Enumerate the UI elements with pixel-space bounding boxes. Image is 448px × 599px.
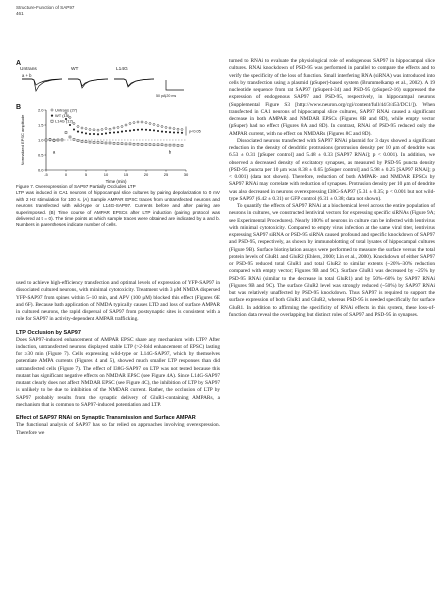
data-point-l14g — [89, 141, 91, 143]
data-point-wt — [121, 131, 123, 133]
data-point-untrans — [117, 126, 119, 128]
x-tick-label: 0 — [64, 172, 68, 177]
data-point-untrans — [125, 124, 127, 126]
data-point-wt — [161, 131, 163, 133]
data-point-l14g — [93, 141, 95, 143]
x-tick-label: 25 — [163, 172, 169, 177]
data-point-l14g — [97, 141, 99, 143]
left-column — [16, 280, 220, 437]
data-point-l14g — [133, 143, 135, 145]
scale-bar-label: 50 pA|20 ms — [156, 94, 177, 98]
data-point-untrans — [169, 127, 171, 129]
data-point-wt — [69, 124, 71, 126]
data-point-l14g — [117, 143, 119, 145]
x-tick-label: 20 — [143, 172, 149, 177]
journal-title: Structure-Function of SAP97 — [16, 5, 75, 10]
running-head — [16, 5, 74, 16]
right-column — [229, 58, 435, 319]
data-point-wt — [109, 132, 111, 134]
right-para-1: turned to RNAi to evaluate the physiological role of endogenous SAP97 in hippocampal slice cultures. RNAi knockdown of PSD-95 was performed in parallel to compare the effects and to verify the specificity of the loss of function. Small interfering RNA (siRNA) was introduced into cells by transfection using a plasmid (pSuper)-based system (Brummelkamp et al., 2002). A 19 nucleotide sequence from rat SAP97 (pSuper4-34) and PSD-95 (pSuper2-16) suppressed the expression of endogenous SAP97 and PSD-95, respectively, in hippocampal neurons (Supplemental Figure S3 [http://www.neuron.org/cgi/content/full/44/3/453/DC1/]). When transfected in CA1 neurons of hippocampal slice cultures, SAP97 RNAi caused a significant decrease in both AMPAR and NMDAR EPSCs (Figures 8B and 8D), while empty vector (pSuper) had no effect (Figures 8A and 8D). In contrast, RNAi of PSD-95 reduced only the AMPAR current, with no effect on NMDARs (Figures 8C and 8D). — [229, 58, 435, 137]
p-value-label: p<0.05 — [189, 129, 201, 134]
left-para-2: Does SAP97-induced enhancement of AMPAR EPSC share any mechanism with LTP? After induction, untransfected neurons displayed stable LTP (>2-fold enhancement of EPSC) lasting for ≥30 min (Figure 7). Cells expressing wild-type or L14G-SAP97, which by themselves potentiate AMPA currents (Figures 4 and 5), showed much smaller LTP responses than did untransfected cells (Figure 7). The effect of I38G-SAP97 on LTP was not tested because this mutant has significant negative effects on NMDAR EPSC (see Figure 4A). Since L14G-SAP97 mutant clearly does not affect NMDAR EPSC (see Figure 4C), the inhibition of LTP by SAP97 is unlikely to be due to inhibition of the NMDAR current. Rather, the occlusion of LTP by SAP97 probably results from the synaptic delivery of GluR1-containing AMPARs, a mechanism that is common to SAP97-induced potentiation and LTP. — [16, 336, 220, 408]
data-point-untrans — [161, 125, 163, 127]
data-point-wt — [73, 128, 75, 130]
data-point-wt — [177, 131, 179, 133]
data-point-l14g — [65, 132, 67, 134]
legend-marker-l14g — [51, 120, 53, 122]
data-point-untrans — [165, 126, 167, 128]
data-point-wt — [77, 131, 79, 133]
data-point-untrans — [81, 127, 83, 129]
legend-marker-wt — [51, 115, 53, 117]
data-point-l14g — [61, 139, 63, 141]
data-point-l14g — [149, 144, 151, 146]
data-point-l14g — [129, 143, 131, 145]
data-point-wt — [169, 131, 171, 133]
data-point-untrans — [73, 122, 75, 124]
data-point-l14g — [105, 142, 107, 144]
trace-sublabel: a + b — [22, 73, 32, 78]
data-point-l14g — [153, 144, 155, 146]
data-point-wt — [149, 129, 151, 131]
data-point-wt — [165, 131, 167, 133]
trace-untrans-a — [22, 79, 62, 91]
ltp-time-course-chart — [16, 104, 216, 186]
left-para-3: The functional analysis of SAP97 has so far relied on approaches involving overexpression. Therefore we — [16, 422, 220, 436]
figure-caption — [16, 184, 220, 229]
data-point-l14g — [141, 144, 143, 146]
trace-label-l14g: L14G — [116, 67, 128, 72]
data-point-l14g — [145, 144, 147, 146]
data-point-l14g — [161, 144, 163, 146]
data-point-l14g — [113, 142, 115, 144]
x-tick-label: 15 — [123, 172, 129, 177]
right-para-3: To quantify the effects of SAP97 RNAi at a biochemical level across the entire population of neurons in cultures, we constructed lentiviral vectors for expressing specific siRNAs (Figure 9A; see Experimental Procedures). Nearly 100% of neurons in culture can be infected with lentivirus with minimal cytotoxicity. Compared to empty virus infection at the same viral titer, lentivirus expressing SAP97 siRNA or PSD-95 siRNA caused profound and specific knockdown of SAP97 and PSD-95, respectively, as shown by immunoblotting of total lysates of hippocampal cultures (Figure 9B). Surface biotinylation assays were performed to measure the surface versus the total protein levels of GluR1 and GluR2 (Ehlers, 2000; Lin et al., 2000). Knockdown of either SAP97 or PSD-95 reduced total GluR1 and total GluR2 to similar extents (~20%–30% reduction compared with empty vector; Figures 9B and 9C). Surface GluR1 was decreased by ~25% by PSD-95 RNAi (similar to the decrease in total GluR1) and by 50%–60% by SAP97 RNAi (Figures 9B and 9C). The surface GluR2 level was strongly reduced (~50%) by SAP97 RNAi but was relatively unaffected by PSD-95 knockdown. Thus SAP97 is required to support the surface expression of both GluR1 and GluR2, whereas PSD-95 is needed specifically for surface GluR1. In addition to affirming the specificity of RNAi effects in this system, these loss-of-function data reveal the overlapping but distinct roles of SAP97 and PSD-95 in synapses. — [229, 203, 435, 318]
data-point-untrans — [105, 128, 107, 130]
data-point-wt — [133, 129, 135, 131]
data-point-l14g — [137, 143, 139, 145]
data-point-l14g — [165, 144, 167, 146]
data-point-untrans — [97, 129, 99, 131]
data-point-wt — [125, 130, 127, 132]
y-tick-label: 1.5 — [37, 122, 44, 128]
data-point-untrans — [145, 122, 147, 124]
left-para-1: used to achieve high-efficiency transfection and optimal levels of expression of YFP-SAP97 in dissociated cultured neurons, with minimal cytotoxicity. Treatment with 3 μM NMDA dispersed YFP-SAP97 from spines within 5–10 min, and APV (100 μM) blocked this effect (Figures 6E and 6F). Because bath application of NMDA typically causes LTD and loss of surface AMPAR in cultured neurons, the rapid dispersal of SAP97 from postsynaptic sites is consistent with a role for SAP97 in activity-dependent AMPAR trafficking. — [16, 280, 220, 323]
data-point-wt — [93, 133, 95, 135]
data-point-wt — [117, 131, 119, 133]
data-point-wt — [173, 131, 175, 133]
data-point-wt — [129, 130, 131, 132]
x-axis-label: Time (min) — [105, 179, 127, 184]
heading-rnai-effect: Effect of SAP97 RNAi on Synaptic Transmission and Surface AMPAR — [16, 415, 196, 422]
data-point-untrans — [109, 128, 111, 130]
data-point-wt — [113, 131, 115, 133]
data-point-l14g — [69, 136, 71, 138]
data-point-wt — [81, 131, 83, 133]
data-point-wt — [97, 133, 99, 135]
data-point-untrans — [101, 128, 103, 130]
data-point-wt — [181, 132, 183, 134]
data-point-l14g — [57, 139, 59, 141]
data-point-l14g — [173, 144, 175, 146]
data-point-untrans — [93, 129, 95, 131]
y-tick-label: 2.0 — [37, 107, 44, 113]
data-point-untrans — [129, 122, 131, 124]
data-point-wt — [85, 132, 87, 134]
data-point-l14g — [45, 139, 47, 141]
data-point-untrans — [141, 121, 143, 123]
x-tick-label: 5 — [84, 172, 88, 177]
data-point-l14g — [81, 141, 83, 143]
data-point-untrans — [173, 128, 175, 130]
data-point-untrans — [121, 125, 123, 127]
data-point-untrans — [133, 122, 135, 124]
legend-marker-untrans — [51, 109, 53, 111]
annotation-b: b — [168, 149, 172, 155]
data-point-l14g — [169, 144, 171, 146]
caption-title: Figure 7. Overexpression of SAP97 Partially Occludes LTP — [16, 184, 136, 189]
data-point-l14g — [77, 140, 79, 142]
heading-ltp-occlusion: LTP Occlusion by SAP97 — [16, 329, 81, 336]
legend-label: L14G (12) — [55, 118, 74, 124]
data-point-l14g — [157, 144, 159, 146]
panel-a-label: A — [16, 60, 22, 67]
data-point-l14g — [49, 139, 51, 141]
data-point-wt — [105, 132, 107, 134]
data-point-wt — [153, 129, 155, 131]
data-point-untrans — [181, 128, 183, 130]
y-tick-label: 0.5 — [37, 152, 44, 158]
caption-text: LTP was induced in CA1 neurons of hippocampal slice cultures by pairing depolarization to 0 mV with 2 Hz stimulation for 100 s. (A) Sample AMPAR EPSC traces from untransfected neurons and neurons transfected with wild-type or L14G-SAP97. Currents before and after pairing are superimposed. (B) Time course of AMPAR EPSCs after LTP induction (pairing protocol was delivered at t = 0). The time points at which sample traces were obtained are indicated by a and b. Numbers in parentheses indicate number of cells. — [16, 190, 220, 228]
y-tick-label: 0.0 — [37, 167, 44, 173]
data-point-untrans — [153, 123, 155, 125]
scale-bar — [166, 80, 184, 90]
data-point-untrans — [149, 122, 151, 124]
data-point-l14g — [125, 143, 127, 145]
data-point-wt — [137, 129, 139, 131]
data-point-untrans — [113, 127, 115, 129]
data-point-l14g — [73, 138, 75, 140]
x-tick-label: 10 — [103, 172, 109, 177]
data-point-wt — [157, 130, 159, 132]
x-tick-label: 30 — [183, 172, 189, 177]
data-point-l14g — [109, 142, 111, 144]
sample-traces — [16, 76, 206, 96]
trace-label-wt: WT — [71, 67, 79, 72]
data-point-l14g — [53, 139, 55, 141]
right-para-2: Dissociated neurons transfected with SAP97 RNAi plasmid for 3 days showed a significant reduction in the density of dendritic protrusions (protrusion density per 10 μm of dendrite was 6.53 ± 0.31 [pSuper control] and 5.48 ± 0.33 [SAP97 RNAi]; p < 0.001). In addition, we observed a decreased density of excitatory synapses, as measured by PSD-95 puncta density (PSD-95 puncta per 10 μm was 8.38 ± 0.65 [pSuper control] and 5.98 ± 0.25 [SAP97 RNAi]; p < 0.001) (data not shown). Therefore, reduction of both AMPAR- and NMDAR EPSCs by SAP97 RNAi may correlate with reduction of synapses. Protrusion density per 10 μm of dendrite was also decreased in neurons overexpressing I38G-SAP97 (5.31 ± 0.35; p < 0.001 but not wild-type SAP97 (6.42 ± 0.31) or GFP control (6.31 ± 0.38; data not shown). — [229, 137, 435, 202]
data-point-untrans — [77, 125, 79, 127]
legend-label: WT (15) — [55, 113, 70, 118]
data-point-untrans — [137, 121, 139, 123]
data-point-l14g — [121, 143, 123, 145]
data-point-l14g — [85, 141, 87, 143]
data-point-untrans — [85, 128, 87, 130]
figure-7 — [16, 60, 220, 274]
data-point-untrans — [177, 128, 179, 130]
data-point-wt — [141, 128, 143, 130]
y-tick-label: 1.0 — [37, 137, 44, 143]
panel-b-label: B — [16, 104, 22, 111]
trace-label-untrans: Untrans — [20, 67, 37, 72]
data-point-l14g — [101, 142, 103, 144]
page-number: 461 — [16, 10, 24, 16]
trace-wt-a — [68, 79, 108, 88]
data-point-l14g — [181, 144, 183, 146]
annotation-a: a — [52, 149, 56, 155]
data-point-untrans — [157, 125, 159, 127]
data-point-untrans — [89, 128, 91, 130]
legend-label: Untrans (27) — [55, 107, 78, 113]
data-point-wt — [101, 133, 103, 135]
data-point-wt — [145, 129, 147, 131]
data-point-l14g — [177, 144, 179, 146]
y-axis-label: Normalized EPSC amplitude — [20, 114, 25, 166]
trace-l14g-a — [114, 79, 154, 87]
x-tick-label: -5 — [44, 172, 48, 177]
data-point-wt — [89, 133, 91, 135]
